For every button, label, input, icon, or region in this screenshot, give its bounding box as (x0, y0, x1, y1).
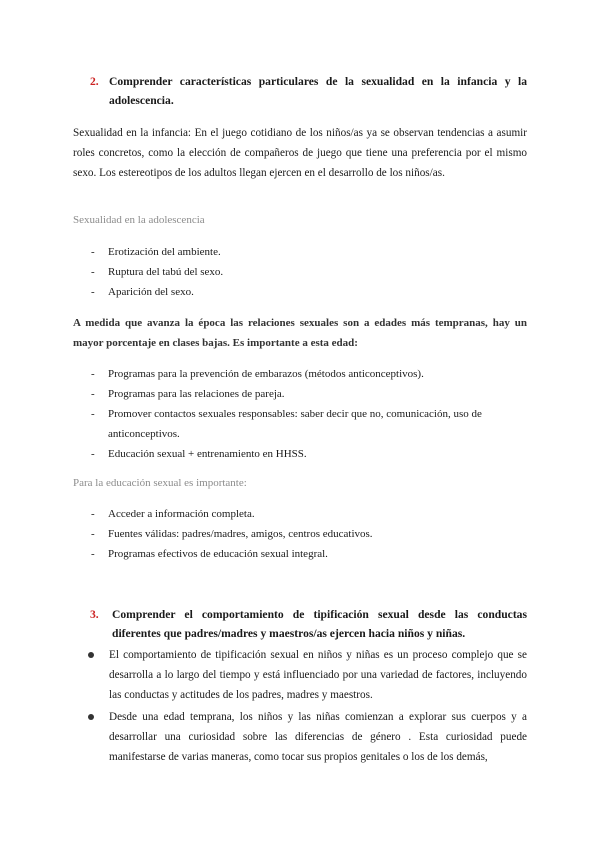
dash-marker: - (91, 528, 95, 540)
infancia-text: En el juego cotidiano de los niños/as ya se observan tendencias a asumir roles concretos, como la elección de compañeros de juego que tiene una preferencia por el mismo sexo. Los estereotipos de los adultos llegan ejercen en el desarrollo de los niños/as. (73, 127, 527, 179)
dash-marker: - (91, 368, 95, 380)
infancia-lead: Sexualidad en la infancia: (73, 127, 192, 139)
dash-marker: - (91, 508, 95, 520)
section-3-number: 3. (90, 608, 99, 621)
bullet-item: El comportamiento de tipificación sexual en niños y niñas es un proceso complejo que se desarrolla a lo largo del tiempo y está influenciado por una variedad de factores, incluyendo las conductas y actitudes de los padres, madres y maestros. (73, 645, 527, 705)
section-3-heading (90, 605, 527, 643)
educacion-list (73, 504, 527, 564)
dash-marker: - (91, 548, 95, 560)
educacion-subheading: Para la educación sexual es importante: (73, 477, 247, 489)
section-3-title: Comprender el comportamiento de tipificación sexual desde las conductas diferentes que padres/madres y maestros/as ejercen hacia niños y niñas. (112, 608, 527, 640)
section-2-number: 2. (90, 75, 99, 88)
dash-marker: - (91, 246, 95, 258)
dash-marker: - (91, 266, 95, 278)
adolescencia-subheading: Sexualidad en la adolescencia (73, 214, 205, 226)
list-item: - Promover contactos sexuales responsables: saber decir que no, comunicación, uso de anticonceptivos. (73, 404, 527, 444)
list-item: - Educación sexual + entrenamiento en HHSS. (73, 444, 527, 464)
bullet-marker (88, 714, 94, 720)
dash-marker: - (91, 286, 95, 298)
edades-paragraph: A medida que avanza la época las relaciones sexuales son a edades más tempranas, hay un mayor porcentaje en clases bajas. Es importante a esta edad: (73, 317, 527, 349)
adolescencia-list (73, 242, 527, 302)
dash-marker: - (91, 448, 95, 460)
list-item: - Ruptura del tabú del sexo. (73, 262, 527, 282)
section-3-bullets (73, 645, 527, 769)
list-item: - Programas para las relaciones de pareja. (73, 384, 527, 404)
dash-marker: - (91, 408, 95, 420)
list-item: - Programas para la prevención de embarazos (métodos anticonceptivos). (73, 364, 527, 384)
infancia-paragraph (73, 123, 527, 183)
list-item: - Fuentes válidas: padres/madres, amigos, centros educativos. (73, 524, 527, 544)
list-item: - Acceder a información completa. (73, 504, 527, 524)
list-item: - Programas efectivos de educación sexual integral. (73, 544, 527, 564)
bullet-item: Desde una edad temprana, los niños y las niñas comienzan a explorar sus cuerpos y a desarrollar una curiosidad sobre las diferencias de género . Esta curiosidad puede manifestarse de varias maneras, como tocar sus propios genitales o los de los demás, (73, 707, 527, 767)
edades-list (73, 364, 527, 464)
dash-marker: - (91, 388, 95, 400)
list-item: - Aparición del sexo. (73, 282, 527, 302)
section-2-title: Comprender características particulares de la sexualidad en la infancia y la adolescencia. (109, 75, 527, 107)
section-2-heading (90, 72, 527, 110)
bullet-marker (88, 652, 94, 658)
list-item: - Erotización del ambiente. (73, 242, 527, 262)
